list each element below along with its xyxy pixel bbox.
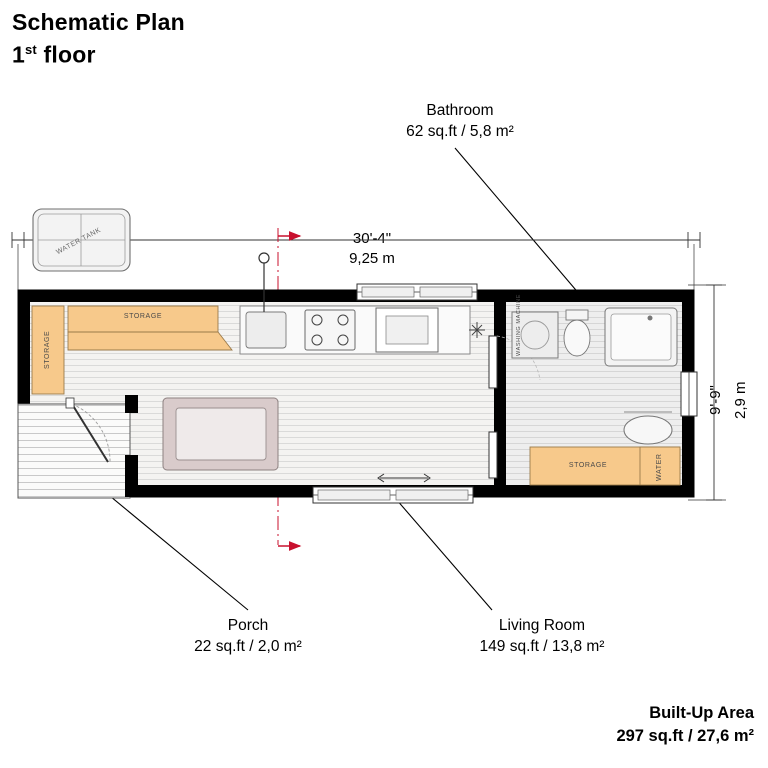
toilet: [564, 310, 590, 356]
annotation-living-room-name: Living Room: [498, 617, 586, 634]
storage-left-label: STORAGE: [44, 330, 51, 370]
cooktop: [305, 310, 355, 350]
built-up-area-label: Built-Up Area: [649, 704, 754, 722]
interior-door-right: [489, 432, 497, 478]
built-up-area-value: 297 sq.ft / 27,6 m²: [616, 727, 754, 745]
annotation-bathroom-name: Bathroom: [426, 102, 494, 119]
annotation-bathroom-area: 62 sq.ft / 5,8 m²: [406, 123, 514, 140]
water-tank-label: WATER TANK: [55, 226, 103, 257]
floor-word: floor: [36, 41, 96, 68]
dimension-height-imperial: 9'-9": [707, 385, 724, 415]
floor-number: 1: [12, 41, 25, 68]
window-right: [681, 372, 697, 416]
bathroom-basin: [624, 416, 672, 444]
dimension-height-metric: 2,9 m: [732, 381, 749, 419]
kitchen-sink: [246, 312, 286, 348]
dimension-width-imperial: 30'-4": [352, 230, 392, 247]
storage-bathroom-label: STORAGE: [568, 462, 608, 469]
annotation-porch-name: Porch: [227, 617, 269, 634]
washing-machine-label: WASHING MACHINE: [516, 294, 522, 356]
annotation-porch-area: 22 sq.ft / 2,0 m²: [194, 638, 302, 655]
porch: [18, 395, 138, 498]
water-heater-label: WATER: [656, 453, 663, 481]
floor-ordinal-suffix: st: [25, 42, 37, 57]
page-title-line1: Schematic Plan: [12, 9, 185, 35]
dimension-width-metric: 9,25 m: [349, 250, 395, 267]
window-top: [357, 284, 477, 300]
annotation-living-room-area: 149 sq.ft / 13,8 m²: [479, 638, 605, 655]
sofa: [163, 398, 278, 470]
tub-drain: [648, 316, 653, 321]
storage-top-label: STORAGE: [123, 313, 163, 320]
